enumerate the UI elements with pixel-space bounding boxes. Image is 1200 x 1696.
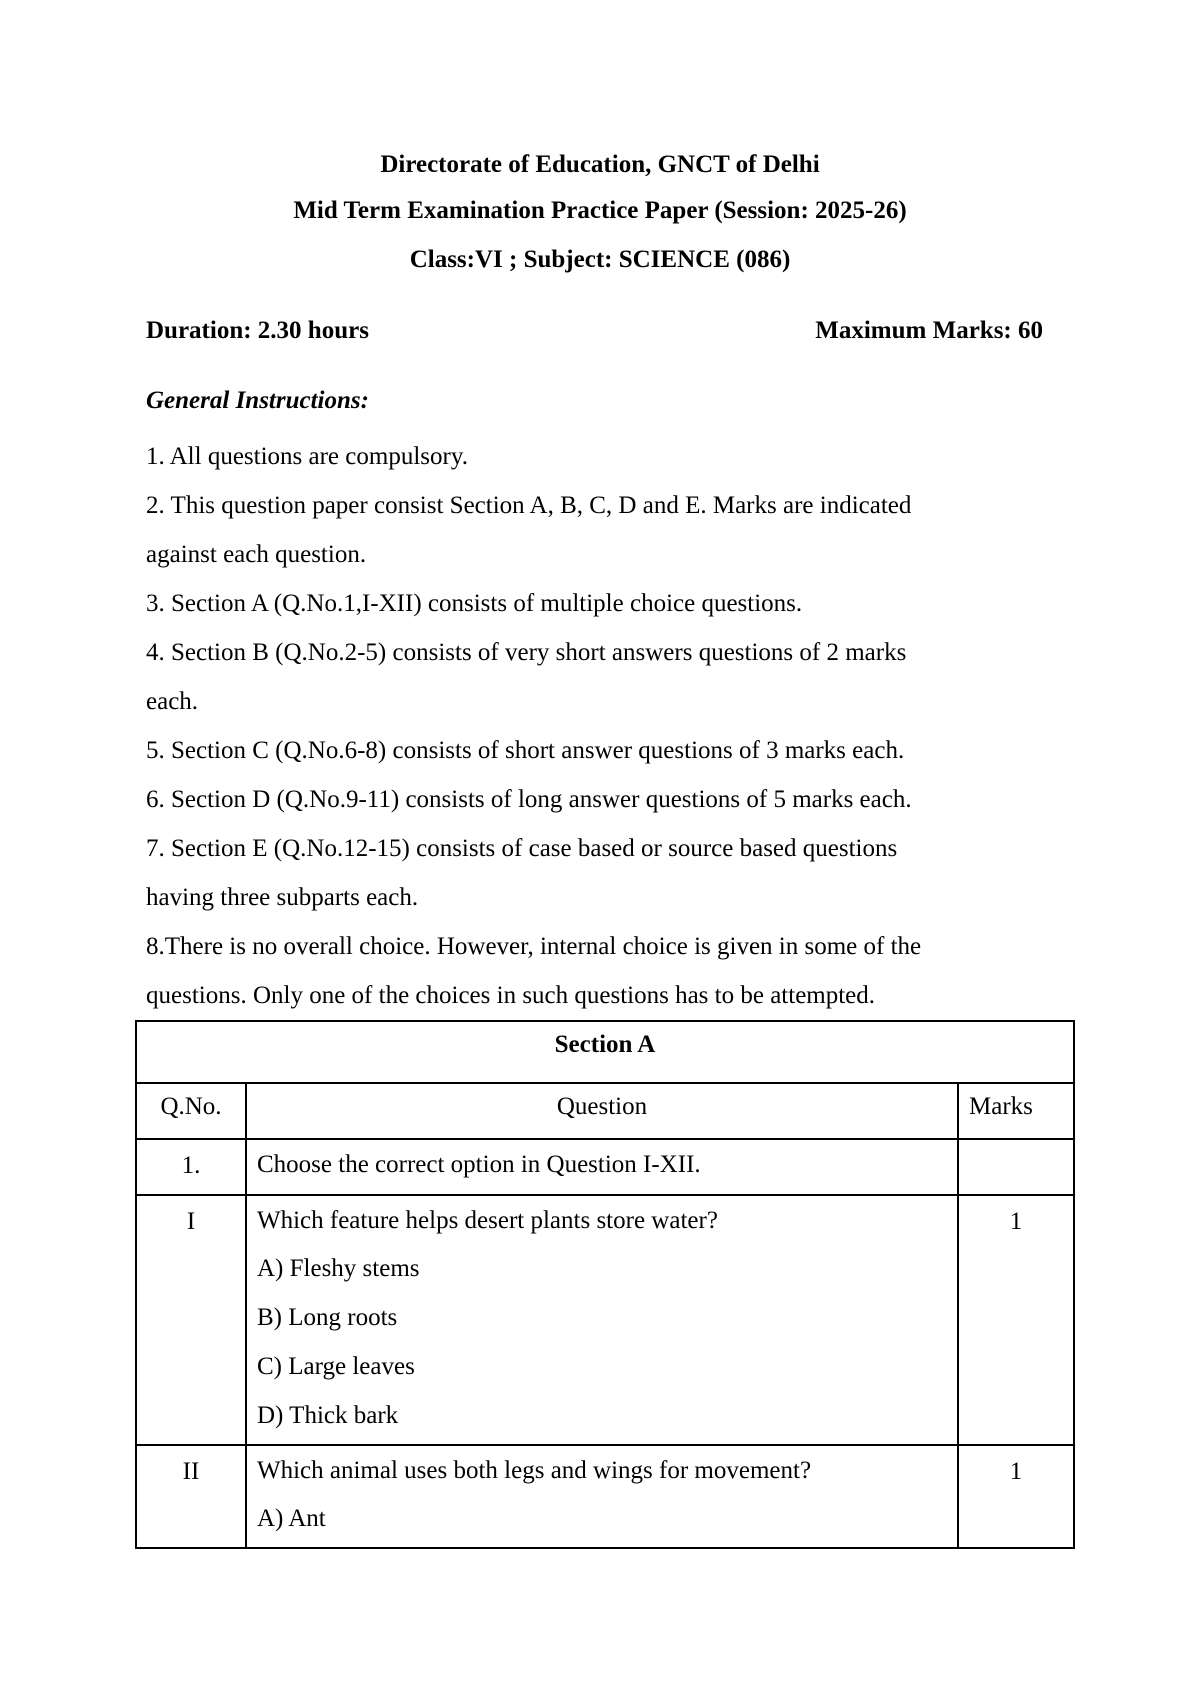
row-qno: II (136, 1445, 246, 1548)
option-c: C) Large leaves (257, 1353, 415, 1380)
header-exam-title: Mid Term Examination Practice Paper (Session: 2025-26) (293, 197, 907, 224)
question-text: Which animal uses both legs and wings for movement? (257, 1457, 812, 1484)
row-marks: 1 (958, 1445, 1074, 1548)
header-directorate: Directorate of Education, GNCT of Delhi (380, 151, 820, 178)
row-question (246, 1139, 958, 1195)
maximum-marks: Maximum Marks: 60 (815, 317, 1043, 344)
header-class-subject: Class:VI ; Subject: SCIENCE (086) (409, 246, 791, 273)
row-marks: 1 (958, 1195, 1074, 1445)
row-qno: I (136, 1195, 246, 1445)
column-header-marks: Marks (958, 1083, 1074, 1139)
instruction-line: 3. Section A (Q.No.1,I-XII) consists of multiple choice questions. (146, 590, 803, 617)
instruction-line: each. (146, 688, 199, 715)
row-question (246, 1195, 958, 1445)
row-marks (958, 1139, 1074, 1195)
option-a: A) Fleshy stems (257, 1255, 420, 1282)
general-instructions-title: General Instructions: (146, 387, 369, 414)
instruction-line: having three subparts each. (146, 884, 419, 911)
instruction-line: 8.There is no overall choice. However, internal choice is given in some of the (146, 933, 922, 960)
instruction-line: 2. This question paper consist Section A, B, C, D and E. Marks are indicated (146, 492, 912, 519)
question-text: Which feature helps desert plants store water? (257, 1207, 718, 1234)
table-header-row (136, 1083, 1074, 1139)
table-row (136, 1445, 1074, 1548)
row-qno: 1. (136, 1139, 246, 1195)
option-b: B) Long roots (257, 1304, 398, 1331)
instruction-line: 5. Section C (Q.No.6-8) consists of short answer questions of 3 marks each. (146, 737, 905, 764)
question-text: Choose the correct option in Question I-XII. (257, 1151, 701, 1178)
duration: Duration: 2.30 hours (146, 317, 369, 344)
option-a: A) Ant (257, 1505, 326, 1532)
table-row (136, 1195, 1074, 1445)
column-header-question: Question (246, 1083, 958, 1139)
row-question (246, 1445, 958, 1548)
instruction-line: 7. Section E (Q.No.12-15) consists of case based or source based questions (146, 835, 898, 862)
section-title-row (136, 1021, 1074, 1083)
instruction-line: 6. Section D (Q.No.9-11) consists of long answer questions of 5 marks each. (146, 786, 912, 813)
instruction-line: questions. Only one of the choices in such questions has to be attempted. (146, 982, 876, 1009)
section-a-title: Section A (136, 1021, 1074, 1083)
instruction-line: 1. All questions are compulsory. (146, 443, 468, 470)
instruction-line: 4. Section B (Q.No.2-5) consists of very short answers questions of 2 marks (146, 639, 907, 666)
table-row (136, 1139, 1074, 1195)
column-header-qno: Q.No. (136, 1083, 246, 1139)
instruction-line: against each question. (146, 541, 367, 568)
option-d: D) Thick bark (257, 1402, 399, 1429)
instructions-list (146, 432, 1046, 1020)
section-a-table (135, 1020, 1075, 1549)
